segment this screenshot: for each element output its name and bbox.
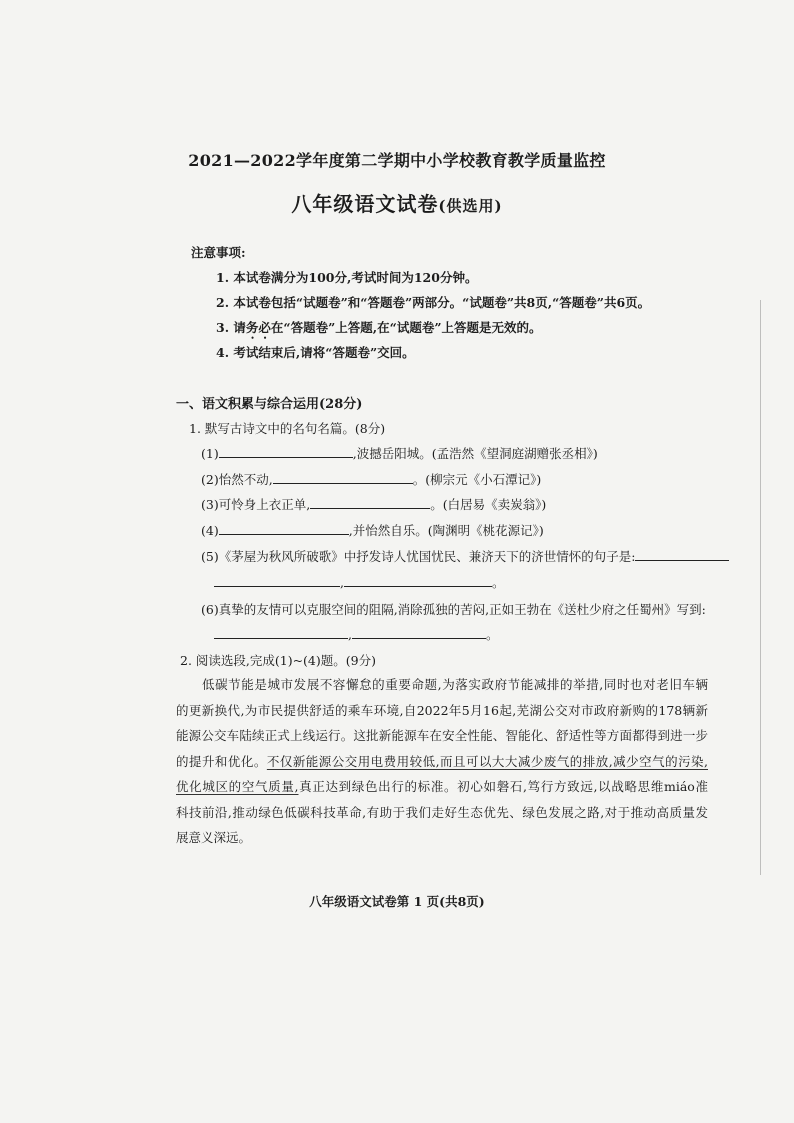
answer-blank — [344, 573, 492, 587]
passage-line-5 — [176, 774, 708, 800]
passage-line-4-a: 的提升和优化。 — [176, 753, 267, 769]
q1-item-2 — [201, 470, 541, 488]
q1-item-1-num: (1) — [201, 446, 219, 461]
passage-line-2: 的更新换代,为市民提供舒适的乘车环境,自2022年5月16起,芜湖公交对市政府新购的178辆新 — [176, 702, 708, 718]
answer-blank — [273, 470, 413, 484]
q1-item-3-text: 。(白居易《卖炭翁》) — [430, 497, 547, 512]
passage-line-4 — [176, 749, 708, 775]
notice-item-3-c: 在“答题卷”上答题,在“试题卷”上答题是无效的。 — [270, 320, 542, 335]
terminator: 。 — [485, 627, 499, 642]
answer-blank — [214, 573, 340, 587]
answer-blank — [214, 625, 348, 639]
notice-heading: 注意事项: — [191, 245, 246, 260]
terminator: 。 — [491, 575, 505, 590]
q1-item-1 — [201, 444, 598, 462]
answer-blank — [352, 625, 486, 639]
answer-blank — [310, 495, 430, 509]
q1-item-2-num: (2)怡然不动, — [201, 472, 273, 487]
q1-item-2-text: 。(柳宗元《小石潭记》) — [412, 472, 542, 487]
notice-item-4: 4. 考试结束后,请将“答题卷”交回。 — [216, 345, 415, 360]
sub-title-note: (供选用) — [438, 197, 503, 215]
q1-stem: 1. 默写古诗文中的名句名篇。(8分) — [189, 421, 386, 436]
q1-item-5 — [201, 547, 729, 565]
q1-item-3-num: (3)可怜身上衣正单, — [201, 497, 311, 512]
q1-item-6-answers — [214, 625, 499, 643]
underlined-sentence-part-1: 不仅新能源公交用电费用较低,而且可以大大减少废气的排放,减少空气的污染, — [266, 753, 708, 769]
q1-item-4-num: (4) — [201, 523, 219, 538]
passage-line-5-b: 真正达到绿色出行的标准。初心如磐石,笃行方致远,以战略思维miáo准 — [298, 779, 708, 794]
passage-line-6: 科技前沿,推动绿色低碳科技革命,有助于我们走好生态优先、绿色发展之路,对于推动高质量发 — [176, 804, 708, 820]
page-footer: 八年级语文试卷第 1 页(共8页) — [309, 894, 485, 909]
section-1-heading: 一、语文积累与综合运用(28分) — [176, 397, 363, 412]
q1-item-1-text: ,波撼岳阳城。(孟浩然《望洞庭湖赠张丞相》) — [352, 446, 598, 461]
notice-item-3 — [216, 318, 542, 342]
passage-line-1: 低碳节能是城市发展不容懈怠的重要命题,为落实政府节能减排的举措,同时也对老旧车辆 — [202, 677, 708, 692]
underlined-sentence-part-2: 优化城区的空气质量, — [176, 779, 299, 794]
q1-item-4 — [201, 521, 544, 539]
q1-item-3 — [201, 495, 546, 513]
passage-line-7: 展意义深远。 — [176, 830, 252, 845]
separator: , — [348, 627, 352, 642]
notice-item-3-emphasis: 务必 — [245, 320, 271, 335]
notice-item-3-a: 3. 请 — [216, 320, 246, 335]
q1-item-6: (6)真挚的友情可以克服空间的阻隔,消除孤独的苦闷,正如王勃在《送杜少府之任蜀州》写到: — [201, 602, 706, 617]
answer-blank — [635, 547, 729, 561]
sub-title-text: 八年级语文试卷 — [291, 192, 439, 216]
passage-line-3: 能源公交车陆续正式上线运行。这批新能源车在安全性能、智能化、舒适性等方面都得到进一步 — [176, 728, 708, 743]
q1-item-4-text: ,并怡然自乐。(陶渊明《桃花源记》) — [348, 523, 544, 538]
exam-main-title: 2021—2022学年度第二学期中小学校教育教学质量监控 — [188, 151, 606, 170]
notice-item-2: 2. 本试卷包括“试题卷”和“答题卷”两部分。“试题卷”共8页,“答题卷”共6页。 — [216, 295, 651, 310]
q1-item-5-answers — [214, 573, 505, 591]
exam-sub-title — [0, 188, 794, 217]
separator: , — [340, 575, 344, 590]
notice-item-1: 1. 本试卷满分为100分,考试时间为120分钟。 — [216, 270, 478, 285]
q2-stem: 2. 阅读选段,完成(1)~(4)题。(9分) — [180, 653, 376, 668]
answer-blank — [219, 444, 353, 458]
answer-blank — [219, 521, 349, 535]
right-edge-line — [760, 300, 761, 875]
q1-item-5-text: (5)《茅屋为秋风所破歌》中抒发诗人忧国忧民、兼济天下的济世情怀的句子是: — [201, 549, 636, 564]
reading-passage — [176, 672, 708, 851]
